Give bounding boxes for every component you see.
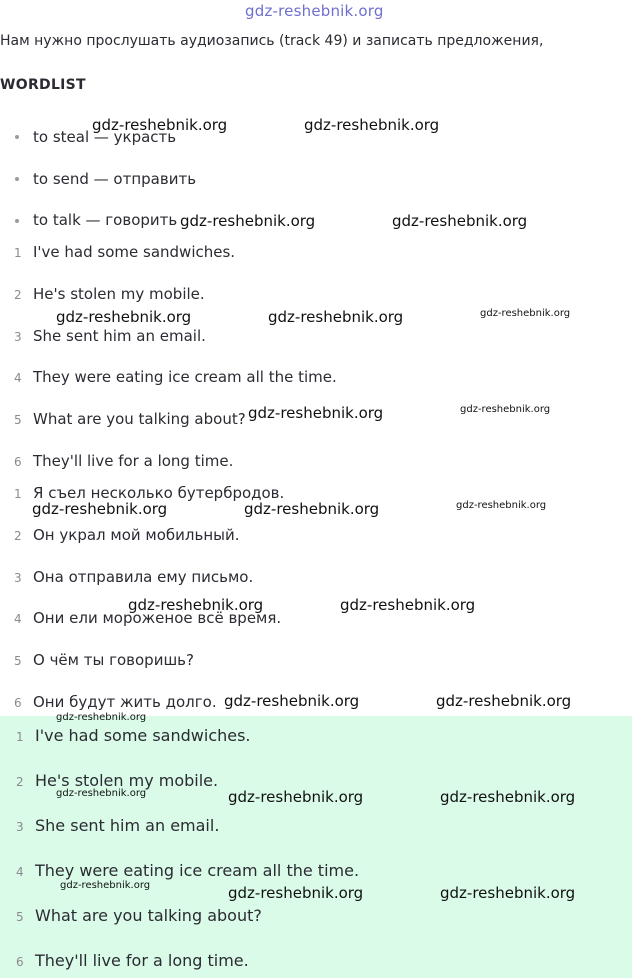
wordlist-item: to steal — украсть bbox=[33, 128, 177, 146]
watermark: gdz-reshebnik.org bbox=[32, 500, 168, 518]
list-number: 5 bbox=[16, 910, 24, 924]
list-number: 6 bbox=[14, 455, 22, 469]
list-number: 1 bbox=[14, 487, 22, 501]
bullet-icon bbox=[15, 177, 19, 181]
wordlist-item: to talk — говорить bbox=[33, 211, 178, 229]
list-number: 5 bbox=[14, 654, 22, 668]
russian-sentence: Они будут жить долго. bbox=[33, 693, 217, 711]
list-number: 5 bbox=[14, 413, 22, 427]
list-number: 3 bbox=[14, 330, 22, 344]
list-number: 6 bbox=[16, 955, 24, 969]
russian-sentence: Она отправила ему письмо. bbox=[33, 568, 254, 586]
russian-sentence: Я съел несколько бутербродов. bbox=[33, 484, 285, 502]
watermark: gdz-reshebnik.org bbox=[56, 788, 147, 799]
watermark: gdz-reshebnik.org bbox=[268, 308, 404, 326]
english-sentence: He's stolen my mobile. bbox=[33, 285, 205, 303]
list-number: 2 bbox=[14, 529, 22, 543]
watermark: gdz-reshebnik.org bbox=[436, 692, 572, 710]
watermark: gdz-reshebnik.org bbox=[460, 404, 551, 415]
watermark: gdz-reshebnik.org bbox=[228, 788, 364, 806]
answer-sentence: They'll live for a long time. bbox=[35, 951, 249, 970]
watermark: gdz-reshebnik.org bbox=[224, 692, 360, 710]
russian-sentence: Они ели мороженое всё время. bbox=[33, 609, 282, 627]
answers-panel bbox=[0, 716, 632, 978]
english-sentence: I've had some sandwiches. bbox=[33, 243, 236, 261]
site-header-link[interactable]: gdz-reshebnik.org bbox=[245, 2, 384, 20]
watermark: gdz-reshebnik.org bbox=[92, 116, 228, 134]
watermark: gdz-reshebnik.org bbox=[244, 500, 380, 518]
answer-sentence: She sent him an email. bbox=[35, 816, 220, 835]
watermark: gdz-reshebnik.org bbox=[440, 884, 576, 902]
watermark: gdz-reshebnik.org bbox=[56, 712, 147, 723]
list-number: 1 bbox=[14, 246, 22, 260]
intro-text: Нам нужно прослушать аудиозапись (track 49) и записать предложения, bbox=[0, 33, 544, 49]
watermark: gdz-reshebnik.org bbox=[340, 596, 476, 614]
list-number: 3 bbox=[14, 571, 22, 585]
watermark: gdz-reshebnik.org bbox=[248, 404, 384, 422]
watermark: gdz-reshebnik.org bbox=[60, 880, 151, 891]
bullet-icon bbox=[15, 135, 19, 139]
list-number: 4 bbox=[14, 371, 22, 385]
watermark: gdz-reshebnik.org bbox=[456, 500, 547, 511]
list-number: 2 bbox=[16, 775, 24, 789]
watermark: gdz-reshebnik.org bbox=[228, 884, 364, 902]
wordlist-item: to send — отправить bbox=[33, 170, 197, 188]
watermark: gdz-reshebnik.org bbox=[392, 212, 528, 230]
list-number: 1 bbox=[16, 730, 24, 744]
answer-sentence: They were eating ice cream all the time. bbox=[35, 861, 360, 880]
list-number: 6 bbox=[14, 696, 22, 710]
russian-sentence: Он украл мой мобильный. bbox=[33, 526, 240, 544]
bullet-icon bbox=[15, 219, 19, 223]
english-sentence: She sent him an email. bbox=[33, 327, 206, 345]
english-sentence: What are you talking about? bbox=[33, 410, 246, 428]
watermark: gdz-reshebnik.org bbox=[180, 212, 316, 230]
watermark: gdz-reshebnik.org bbox=[128, 596, 264, 614]
answer-sentence: What are you talking about? bbox=[35, 906, 262, 925]
watermark: gdz-reshebnik.org bbox=[440, 788, 576, 806]
watermark: gdz-reshebnik.org bbox=[56, 308, 192, 326]
list-number: 4 bbox=[14, 612, 22, 626]
list-number: 2 bbox=[14, 288, 22, 302]
english-sentence: They'll live for a long time. bbox=[33, 452, 234, 470]
answer-sentence: I've had some sandwiches. bbox=[35, 726, 251, 745]
russian-sentence: О чём ты говоришь? bbox=[33, 651, 194, 669]
answer-sentence: He's stolen my mobile. bbox=[35, 771, 219, 790]
list-number: 3 bbox=[16, 820, 24, 834]
wordlist-title: WORDLIST bbox=[0, 77, 86, 93]
list-number: 4 bbox=[16, 865, 24, 879]
watermark: gdz-reshebnik.org bbox=[304, 116, 440, 134]
english-sentence: They were eating ice cream all the time. bbox=[33, 368, 337, 386]
watermark: gdz-reshebnik.org bbox=[480, 308, 571, 319]
